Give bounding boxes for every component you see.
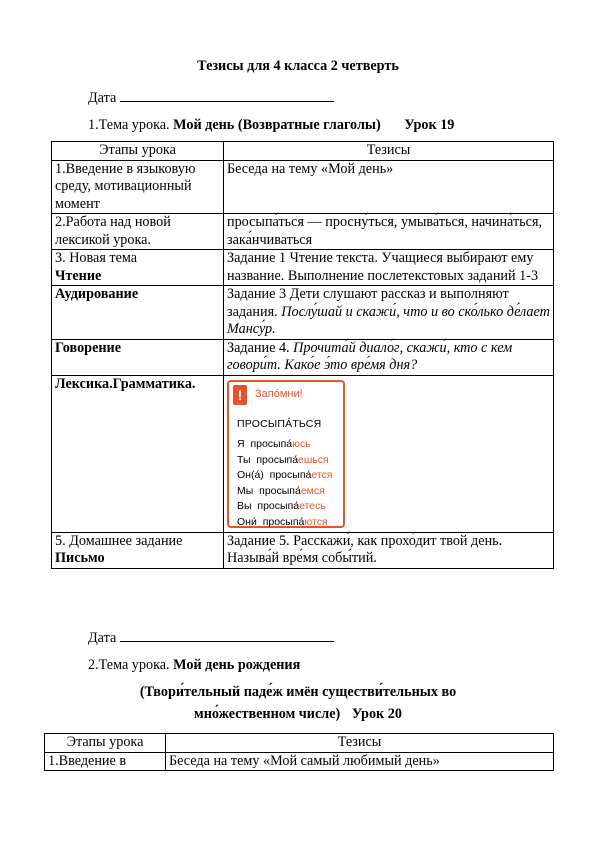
- conjugation-line: [237, 484, 343, 500]
- stage-skill: Чтение: [55, 267, 102, 284]
- thesis-italic: Прочита́й диало́г, скажи́, кто с кем говори́т. Како́е э́то вре́мя дня?: [227, 339, 513, 373]
- thesis-cell: Задание 1 Чтение текста. Учащиеся выбирают ему название. Выполнение послетекстовых заданий 1-3: [224, 250, 554, 286]
- thesis-cell: [224, 375, 554, 532]
- table-row: [52, 375, 554, 532]
- topic-name: Мой день рождения: [173, 657, 301, 673]
- thesis-cell: [224, 286, 554, 340]
- verb-ending: ешься: [298, 453, 329, 466]
- conjugation-line: [237, 453, 343, 469]
- date-line-1: [88, 88, 334, 107]
- conjugation-line: [237, 515, 343, 531]
- verb-ending: юсь: [292, 438, 311, 450]
- stage-cell: Лексика.Грамматика.: [52, 375, 224, 532]
- thesis-cell: Беседа на тему «Мой день»: [224, 160, 554, 214]
- stage-cell: [52, 532, 224, 568]
- verb-stem: просыпа́: [256, 453, 299, 466]
- pronoun: Вы: [237, 500, 252, 512]
- conjugation-line: [237, 499, 343, 515]
- verb-ending: ются: [304, 515, 328, 528]
- table-row: [52, 339, 554, 375]
- header-stages: Этапы урока: [45, 734, 166, 753]
- table-row: [52, 532, 554, 568]
- conjugation-line: [237, 468, 343, 484]
- date-label: Дата: [88, 630, 117, 646]
- verb-stem: просыпа́: [257, 500, 300, 512]
- stage-cell: 1.Введение в языковую среду, мотивационный момент: [52, 160, 224, 214]
- conjugation-line: [237, 437, 343, 453]
- stage-cell: 2.Работа над новой лексикой урока.: [52, 214, 224, 250]
- verb-stem: просыпа́: [250, 438, 293, 450]
- topic-prefix: 2.Тема урока.: [88, 657, 174, 673]
- topic-prefix: 1.Тема урока.: [88, 117, 174, 133]
- stage-cell: Говорение: [52, 339, 224, 375]
- pronoun: Он(а́): [237, 469, 264, 481]
- document-title: Тезисы для 4 класса 2 четверть: [197, 58, 399, 74]
- pronoun: Мы: [237, 484, 254, 497]
- table-row: [52, 214, 554, 250]
- thesis-cell: просыпа́ться — просну́ться, умыва́ться, начина́ться, зака́нчиваться: [224, 214, 554, 250]
- stage-line: 3. Новая тема: [55, 250, 138, 266]
- verb-stem: просыпа́: [259, 484, 301, 497]
- lesson-number: Урок 20: [351, 706, 402, 722]
- remember-card: [227, 380, 345, 528]
- header-theses: Тезисы: [224, 142, 554, 161]
- verb-stem: просыпа́: [262, 515, 305, 528]
- lesson1-topic: [88, 117, 454, 134]
- thesis-cell: Задание 5. Расскажи́, как прохо́дит твой день. Называ́й вре́мя собы́тий.: [224, 532, 554, 568]
- subtitle-text: мно́жественном числе): [194, 706, 341, 722]
- verb-ending: етесь: [299, 500, 326, 512]
- topic-name: Мой день (Возвратные глаголы): [173, 117, 381, 133]
- lesson2-table: [44, 733, 554, 771]
- stage-skill: Письмо: [55, 550, 105, 566]
- lesson2-subtitle-line2: [0, 706, 596, 723]
- thesis-text: Задание 3 Дети слушают рассказ и выполняют задания.: [227, 286, 509, 320]
- card-verb: ПРОСЫПА́ТЬСЯ: [237, 417, 322, 430]
- pronoun: Ты: [237, 453, 251, 466]
- table-row: [52, 160, 554, 214]
- verb-stem: просыпа́: [269, 469, 312, 481]
- exclamation-icon: !: [233, 385, 247, 405]
- table-header-row: [45, 734, 554, 753]
- lesson2-subtitle-line1: (Твори́тельный паде́ж имён существи́тельных во: [139, 684, 457, 700]
- table-row: [52, 250, 554, 286]
- header-theses: Тезисы: [166, 734, 554, 753]
- date-blank: [120, 628, 334, 642]
- stage-cell: [52, 250, 224, 286]
- pronoun: Они́: [237, 515, 257, 528]
- table-row: [45, 752, 554, 771]
- pronoun: Я: [237, 438, 245, 450]
- thesis-cell: Беседа на тему «Мой самый любимый день»: [166, 752, 554, 771]
- lesson2-topic: [88, 657, 300, 674]
- card-header: [229, 382, 343, 408]
- thesis-cell: [224, 339, 554, 375]
- thesis-italic: Послу́шай и скажи́, что и во ско́лько де́лает Мансу́р.: [227, 303, 550, 337]
- verb-ending: ется: [311, 469, 333, 481]
- verb-ending: емся: [300, 484, 325, 497]
- date-label: Дата: [88, 90, 117, 106]
- card-title: Запо́мни!: [255, 387, 303, 400]
- table-header-row: [52, 142, 554, 161]
- stage-line: 5. Домашнее задание: [55, 532, 183, 549]
- header-stages: Этапы урока: [52, 142, 224, 161]
- stage-cell: Аудирование: [52, 286, 224, 340]
- lesson-number: Урок 19: [404, 117, 455, 133]
- stage-cell: 1.Введение в: [45, 752, 166, 771]
- date-blank: [120, 88, 334, 102]
- lesson1-table: [51, 141, 554, 569]
- thesis-text: Задание 4.: [227, 339, 294, 356]
- date-line-2: [88, 628, 334, 647]
- table-row: [52, 286, 554, 340]
